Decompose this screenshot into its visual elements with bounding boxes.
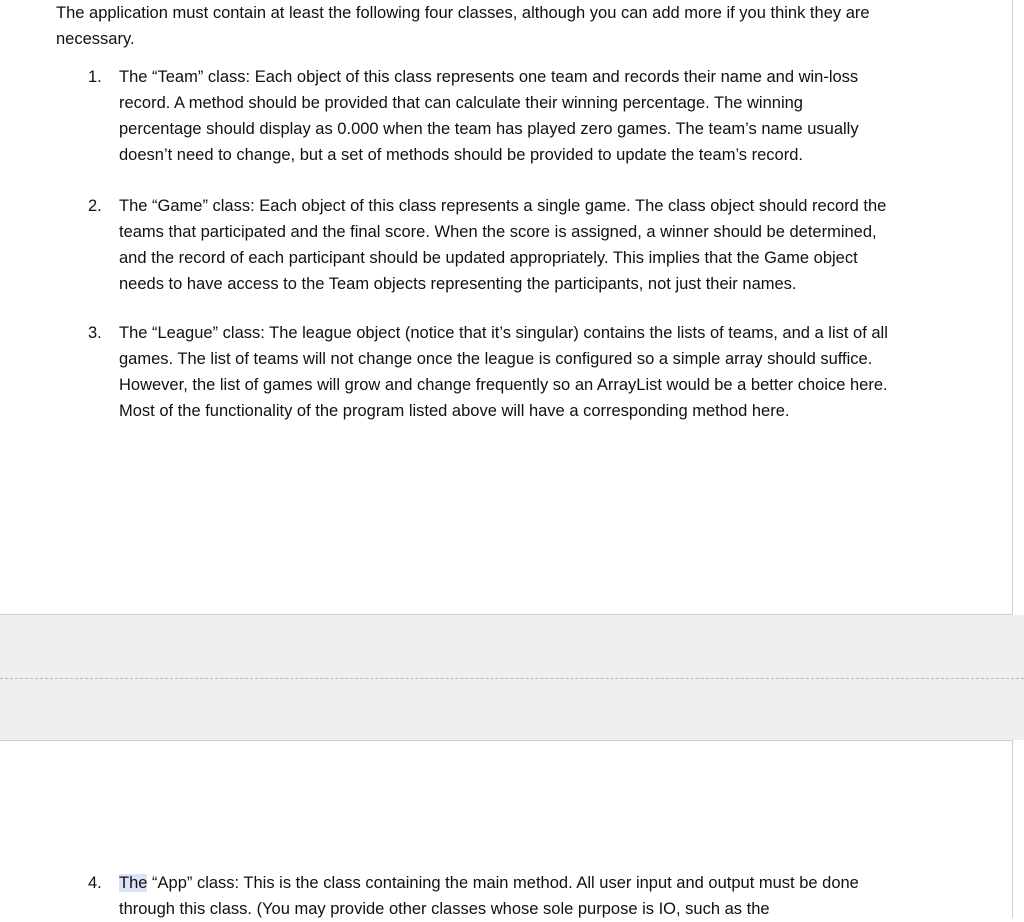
list-item-text: The “Team” class: Each object of this class represents one team and records their name and win-loss record. A method should be provided that can calculate their winning percentage. The winning percentage should display as 0.000 when the team has played zero games. The team’s name usually doesn’t need to change, but a set of methods should be provided to update the team’s record. — [119, 68, 859, 164]
list-item-text: The “Game” class: Each object of this class represents a single game. The class object should record the teams that participated and the final score. When the score is assigned, a winner should be determined, and the record of each participant should be updated appropriately. This implies that the Game object needs to have access to the Team objects representing the participants, not just their names. — [119, 197, 887, 293]
list-number: 4. — [88, 874, 102, 892]
text-selection-highlight[interactable]: The — [119, 874, 148, 892]
page-break-divider — [0, 678, 1024, 679]
list-item-league — [88, 320, 888, 424]
list-item-team — [88, 64, 888, 168]
list-item-text-rest: “App” class: This is the class containing the main method. All user input and output must be done through this class. (You may provide other classes whose sole purpose is IO, such as the — [119, 874, 859, 918]
intro-paragraph: The application must contain at least the following four classes, although you can add more if you think they are necessary. — [56, 4, 870, 48]
list-item-text — [119, 870, 888, 922]
list-number: 1. — [88, 68, 102, 86]
list-item-app — [88, 870, 888, 922]
document-page-2 — [0, 740, 1013, 918]
list-number: 3. — [88, 324, 102, 342]
list-item-game — [88, 193, 888, 297]
list-number: 2. — [88, 197, 102, 215]
list-item-text: The “League” class: The league object (notice that it’s singular) contains the lists of teams, and a list of all games. The list of teams will not change once the league is configured so a simple array should suffice. However, the list of games will grow and change frequently so an ArrayList would be a better choice here. Most of the functionality of the program listed above will have a corresponding method here. — [119, 324, 888, 420]
